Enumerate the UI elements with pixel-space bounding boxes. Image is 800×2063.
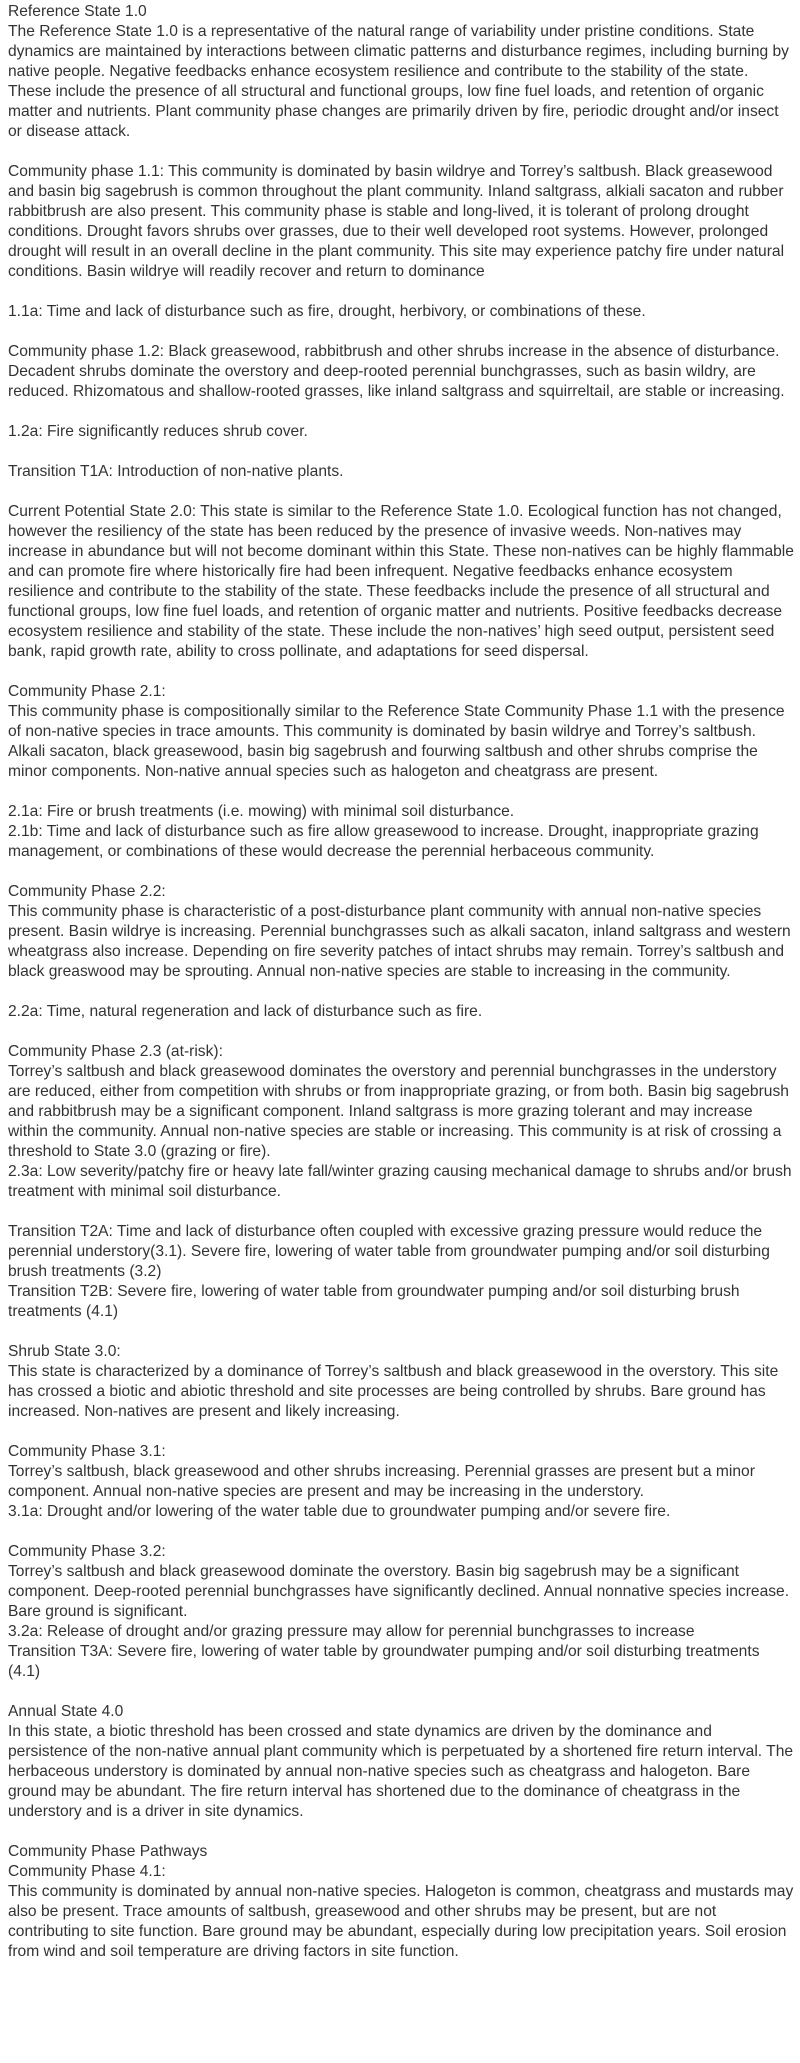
paragraph-line: Community Phase 3.2: [8,1543,166,1560]
text-block [8,302,794,322]
paragraph-line: Transition T2A: Time and lack of disturbance often coupled with excessive grazing pressure would reduce the perennial understory(3.1). Severe fire, lowering of water table from groundwater pumping and/or soil disturbing brush treatments (3.2) [8,1223,770,1280]
paragraph-line: Torrey’s saltbush and black greasewood dominate the overstory. Basin big sagebrush may be a significant component. Deep-rooted perennial bunchgrasses have significantly declined. Annual nonnative species increase. Bare ground is significant. [8,1563,790,1620]
paragraph-line: Torrey’s saltbush and black greasewood dominates the overstory and perennial bunchgrasses in the understory are reduced, either from competition with shrubs or from inappropriate grazing, or from both. Basin big sagebrush and rabbitbrush may be a significant component. Inland saltgrass is more grazing tolerant and may increase within the community. Annual non-native species are stable or increasing. This community is at risk of crossing a threshold to State 3.0 (grazing or fire). [8,1063,789,1160]
text-block [8,882,794,982]
paragraph-line: In this state, a biotic threshold has been crossed and state dynamics are driven by the dominance and persistence of the non-native annual plant community which is perpetuated by a shortened fire return interval. The herbaceous understory is dominated by annual non-native species such as cheatgrass and halogeton. Bare ground may be abundant. The fire return interval has shortened due to the dominance of cheatgrass in the understory and is a driver in site dynamics. [8,1723,794,1820]
text-block [8,342,794,402]
paragraph-line: Reference State 1.0 [8,3,147,20]
paragraph-line: This state is characterized by a dominance of Torrey’s saltbush and black greasewood in the overstory. This site has crossed a biotic and abiotic threshold and site processes are being controlled by shrubs. Bare ground has increased. Non-natives are present and likely increasing. [8,1363,779,1420]
paragraph-line: Current Potential State 2.0: This state is similar to the Reference State 1.0. Ecological function has not changed, however the resiliency of the state has been reduced by the presence of invasive weeds. Non-natives may increase in abundance but will not become dominant within this State. These non-natives can be highly flammable and can promote fire where historically fire had been infrequent. Negative feedbacks enhance ecosystem resilience and contribute to the stability of the state. These feedbacks include the presence of all structural and functional groups, low fine fuel loads, and retention of organic matter and nutrients. Positive feedbacks decrease ecosystem resilience and stability of the state. These include the non-natives’ high seed output, persistent seed bank, rapid growth rate, ability to cross pollinate, and adaptations for seed dispersal. [8,503,794,660]
paragraph-line: 2.1a: Fire or brush treatments (i.e. mowing) with minimal soil disturbance. [8,803,515,820]
paragraph-line: Community Phase 2.3 (at-risk): [8,1043,223,1060]
paragraph-line: 1.2a: Fire significantly reduces shrub cover. [8,423,308,440]
paragraph-line: This community phase is characteristic of a post-disturbance plant community with annual non-native species present. Basin wildrye is increasing. Perennial bunchgrasses such as alkali sacaton, inland saltgrass and western wheatgrass also increase. Depending on fire severity patches of intact shrubs may remain. Torrey’s saltbush and black greaswood may be sprouting. Annual non-native species are stable to increasing in the community. [8,903,791,980]
paragraph-line: Transition T2B: Severe fire, lowering of water table from groundwater pumping and/or soil disturbing brush treatments (4.1) [8,1283,740,1320]
text-block [8,1842,794,1962]
paragraph-line: Transition T3A: Severe fire, lowering of water table by groundwater pumping and/or soil disturbing treatments (4.1) [8,1643,760,1680]
text-block [8,462,794,482]
paragraph-line: Community Phase 2.2: [8,883,166,900]
text-block [8,1342,794,1422]
paragraph-line: Community phase 1.1: This community is dominated by basin wildrye and Torrey’s saltbush. Black greasewood and basin big sagebrush is common throughout the plant community. Inland saltgrass, alkiali sacaton and rubber rabbitbrush are also present. This community phase is stable and long-lived, it is tolerant of prolong drought conditions. Drought favors shrubs over grasses, due to their well developed root systems. However, prolonged drought will result in an overall decline in the plant community. This site may experience patchy fire under natural conditions. Basin wildrye will readily recover and return to dominance [8,163,785,280]
paragraph-line: Community Phase 3.1: [8,1443,166,1460]
text-block [8,1702,794,1822]
paragraph-line: 2.2a: Time, natural regeneration and lack of disturbance such as fire. [8,1003,483,1020]
paragraph-line: 3.1a: Drought and/or lowering of the water table due to groundwater pumping and/or severe fire. [8,1503,671,1520]
paragraph-line: This community phase is compositionally similar to the Reference State Community Phase 1.1 with the presence of non-native species in trace amounts. This community is dominated by basin wildrye and Torrey’s saltbush. Alkali sacaton, black greasewood, basin big sagebrush and fourwing saltbush and other shrubs comprise the minor components. Non-native annual species such as halogeton and cheatgrass are present. [8,703,785,780]
paragraph-line: Transition T1A: Introduction of non-native plants. [8,463,344,480]
paragraph-line: 3.2a: Release of drought and/or grazing pressure may allow for perennial bunchgrasses to increase [8,1623,695,1640]
paragraph-line: Community Phase Pathways [8,1843,208,1860]
paragraph-line: This community is dominated by annual non-native species. Halogeton is common, cheatgrass and mustards may also be present. Trace amounts of saltbush, greasewood and other shrubs may be present, but are not contributing to site function. Bare ground may be abundant, especially during low precipitation years. Soil erosion from wind and soil temperature are driving factors in site function. [8,1883,794,1960]
text-block [8,682,794,782]
paragraph-line: 2.3a: Low severity/patchy fire or heavy late fall/winter grazing causing mechanical damage to shrubs and/or brush treatment with minimal soil disturbance. [8,1163,792,1200]
paragraph-line: Community Phase 2.1: [8,683,166,700]
paragraph-line: Torrey’s saltbush, black greasewood and other shrubs increasing. Perennial grasses are present but a minor component. Annual non-native species are present and may be increasing in the understory. [8,1463,755,1500]
text-block [8,1042,794,1202]
text-block [8,1002,794,1022]
text-block [8,1222,794,1322]
text-block [8,2,794,142]
paragraph-line: Annual State 4.0 [8,1703,124,1720]
text-block [8,502,794,662]
text-block [8,422,794,442]
text-block [8,162,794,282]
paragraph-line: Community Phase 4.1: [8,1863,166,1880]
text-block [8,1542,794,1682]
text-block [8,802,794,862]
paragraph-line: Shrub State 3.0: [8,1343,121,1360]
paragraph-line: 1.1a: Time and lack of disturbance such as fire, drought, herbivory, or combinations of these. [8,303,646,320]
text-block [8,1442,794,1522]
paragraph-line: 2.1b: Time and lack of disturbance such as fire allow greasewood to increase. Drought, inappropriate grazing management, or combinations of these would decrease the perennial herbaceous community. [8,823,759,860]
paragraph-line: The Reference State 1.0 is a representative of the natural range of variability under pristine conditions. State dynamics are maintained by interactions between climatic patterns and disturbance regimes, including burning by native people. Negative feedbacks enhance ecosystem resilience and contribute to the stability of the state. These include the presence of all structural and functional groups, low fine fuel loads, and retention of organic matter and nutrients. Plant community phase changes are primarily driven by fire, periodic drought and/or insect or disease attack. [8,23,789,140]
paragraph-line: Community phase 1.2: Black greasewood, rabbitbrush and other shrubs increase in the absence of disturbance. Decadent shrubs dominate the overstory and deep-rooted perennial bunchgrasses, such as basin wildry, are reduced. Rhizomatous and shallow-rooted grasses, like inland saltgrass and squirreltail, are stable or increasing. [8,343,785,400]
